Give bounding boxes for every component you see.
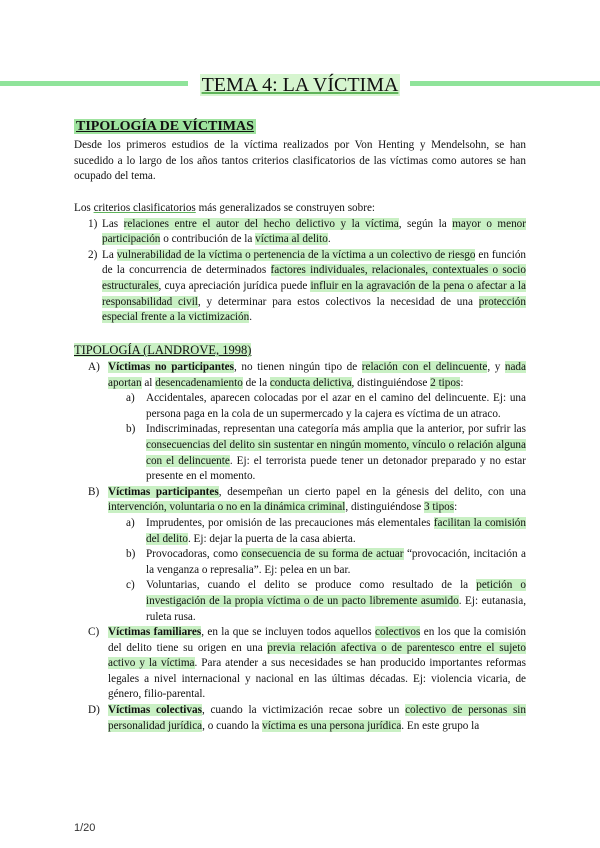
section-heading-landrove: TIPOLOGÍA (LANDROVE, 1998) — [74, 343, 252, 357]
criteria-item-1: 1) Las relaciones entre el autor del hecho delictivo y la víctima, según la mayor o menor participación o contribución de la víctima al delito. — [88, 217, 526, 246]
item-B: B) Víctimas participantes, desempeñan un cierto papel en la génesis del delito, con una intervención, voluntaria o no en la dinámica criminal, distinguiéndose 3 tipos: — [88, 485, 526, 514]
item-A-b: b) Indiscriminadas, representan una categoría más amplia que la anterior, por sufrir las consecuencias del delito sin sustentar en ningún momento, vínculo o relación alguna con el delincuente. Ej: el terrorista puede tener un detonador preparado y no estar presente en el momento. — [126, 423, 526, 483]
page-title: TEMA 4: LA VÍCTIMA — [201, 74, 399, 96]
criteria-block — [74, 201, 526, 326]
section-landrove — [74, 342, 526, 734]
criteria-lead: Los criterios clasificatorios más generalizados se construyen sobre: — [74, 202, 376, 214]
item-B-c: c) Voluntarias, cuando el delito se produce como resultado de la petición o investigación de la propia víctima o de un pacto libremente asumido. Ej: eutanasia, ruleta rusa. — [126, 579, 526, 623]
page-number: 1/20 — [74, 822, 96, 834]
item-D: D) Víctimas colectivas, cuando la victimización recae sobre un colectivo de personas sin personalidad jurídica, o cuando la víctima es una persona jurídica. En este grupo la — [88, 704, 527, 732]
item-C: C) Víctimas familiares, en la que se incluyen todos aquellos colectivos en los que la comisión del delito tiene su origen en una previa relación afectiva o de parentesco entre el sujeto activo y la víctima. Para atender a sus necesidades se han producido importantes reformas legales a nivel internacional y nacional en las últimas décadas. Ej: violencia vicaria, de género, filio-parental. — [88, 626, 526, 701]
item-B-a: a) Imprudentes, por omisión de las precauciones más elementales facilitan la comisión del delito. Ej: dejar la puerta de la casa abierta. — [126, 516, 526, 545]
section-tipologia — [74, 118, 526, 185]
criteria-item-2: 2) La vulnerabilidad de la víctima o pertenencia de la víctima a un colectivo de riesgo en función de la concurrencia de determinados factores individuales, relacionales, contextuales o socio estructurales, cuya apreciación jurídica puede influir en la agravación de la pena o afectar a la responsabilidad civil, y determinar para estos colectivos la necesidad de una protección especial frente a la victimización. — [88, 248, 527, 324]
item-A: A) Víctimas no participantes, no tienen ningún tipo de relación con el delincuente, y nada aportan al desencadenamiento de la conducta delictiva, distinguiéndose 2 tipos: — [88, 361, 526, 389]
intro-paragraph: Desde los primeros estudios de la víctima realizados por Von Henting y Mendelsohn, se han sucedido a lo largo de los años tantos criterios clasificatorios de las víctimas como autores se han ocupado del tema. — [74, 139, 526, 183]
item-B-b: b) Provocadoras, como consecuencia de su forma de actuar “provocación, incitación a la venganza o represalia”. Ej: pelea en un bar. — [126, 548, 527, 576]
section-heading: TIPOLOGÍA DE VÍCTIMAS — [76, 119, 254, 134]
item-A-a: a) Accidentales, aparecen colocadas por el azar en el camino del delincuente. Ej: una persona paga en la cola de un supermercado y la cajera es víctima de un atraco. — [126, 392, 526, 420]
